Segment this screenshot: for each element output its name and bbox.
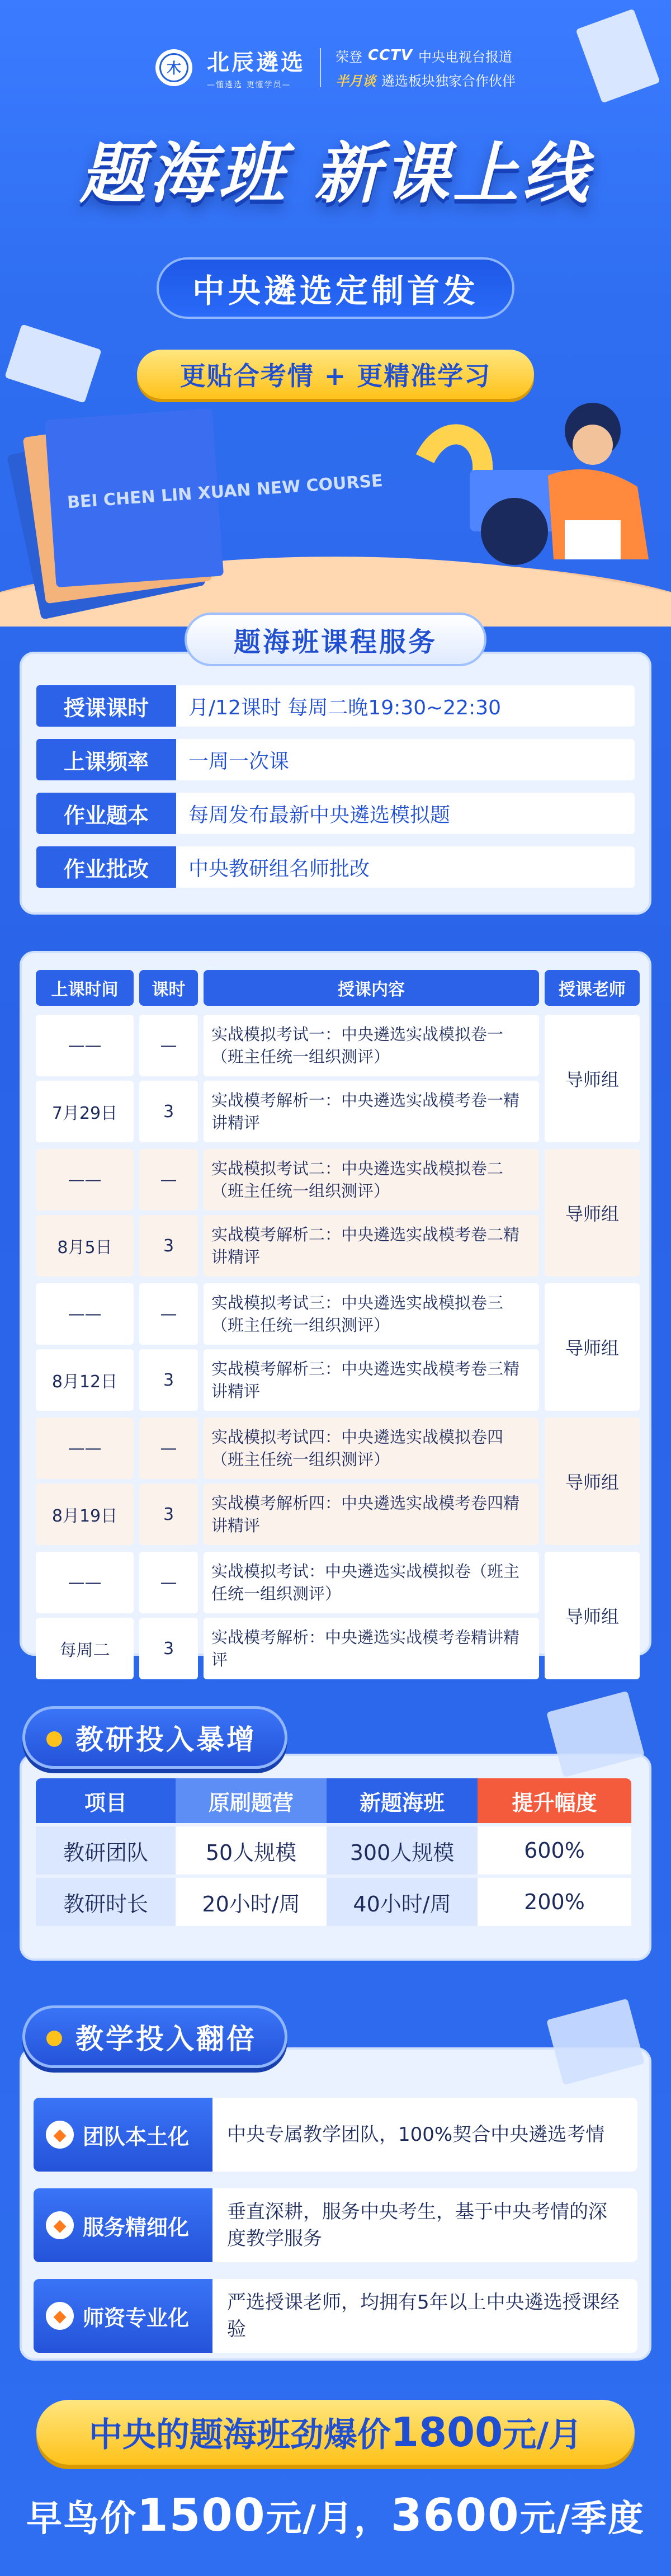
research-cell: 600% <box>478 1826 631 1875</box>
early-post: 元/季度 <box>519 2498 645 2540</box>
book-text: BEI CHEN LIN XUAN NEW COURSE <box>67 470 384 513</box>
schedule-time: 8月5日 <box>36 1215 134 1277</box>
research-cell: 40小时/周 <box>327 1878 478 1926</box>
schedule-time: 每周二 <box>36 1618 134 1679</box>
teaching-item <box>34 2279 637 2353</box>
schedule-content: 实战模拟考试三：中央遴选实战模拟卷三（班主任统一组织测评） <box>204 1283 539 1345</box>
price-pre: 中央的题海班劲爆价 <box>88 2415 391 2455</box>
schedule-teacher: 导师组 <box>545 1149 640 1277</box>
teaching-title-text: 教学投入翻倍 <box>75 2023 257 2055</box>
service-row <box>36 793 635 834</box>
schedule-hours: — <box>139 1552 198 1613</box>
honor-text: 荣登 <box>336 49 362 65</box>
schedule-table <box>20 951 651 1669</box>
research-cell: 教研时长 <box>36 1878 176 1926</box>
schedule-content: 实战模考解析：中央遴选实战模考卷精讲精评 <box>204 1618 539 1679</box>
schedule-time: —— <box>36 1283 134 1345</box>
schedule-content: 实战模考解析三：中央遴选实战模考卷三精讲精评 <box>204 1349 539 1411</box>
schedule-content: 实战模考解析二：中央遴选实战模考卷二精讲精评 <box>204 1215 539 1277</box>
schedule-time: —— <box>36 1015 134 1076</box>
schedule-content: 实战模拟考试：中央遴选实战模拟卷（班主任统一组织测评） <box>204 1552 539 1613</box>
teaching-title <box>22 2005 287 2068</box>
research-header: 原刷题营 <box>176 1778 327 1823</box>
research-cell: 20小时/周 <box>176 1878 327 1926</box>
hero-illustration <box>0 392 671 627</box>
price-amount: 1800 <box>390 2409 503 2456</box>
header <box>0 45 671 90</box>
teaching-item <box>34 2098 637 2172</box>
price-post: 元/月 <box>503 2415 583 2455</box>
schedule-time: 8月19日 <box>36 1484 134 1545</box>
service-row-value: 每周发布最新中央遴选模拟题 <box>176 793 635 834</box>
teaching-item-value: 垂直深耕，服务中央考生，基于中央考情的深度教学服务 <box>227 2201 607 2250</box>
service-title: 题海班课程服务 <box>185 613 486 666</box>
teaching-item-value: 中央专属教学团队，100%契合中央遴选考情 <box>227 2123 605 2146</box>
schedule-content: 实战模拟考试四：中央遴选实战模拟卷四（班主任统一组织测评） <box>204 1417 539 1479</box>
divider <box>320 48 321 87</box>
hero-subtitle: 中央遴选定制首发 <box>157 257 514 319</box>
table-header: 课时 <box>139 970 198 1006</box>
schedule-hours: — <box>139 1149 198 1211</box>
service-row-value: 一周一次课 <box>176 739 635 780</box>
research-cell: 300人规模 <box>327 1826 478 1875</box>
teaching-item <box>34 2188 637 2262</box>
schedule-time: —— <box>36 1552 134 1613</box>
teaching-item-key <box>34 2279 212 2353</box>
teaching-item-label: 师资专业化 <box>83 2305 190 2330</box>
schedule-hours: — <box>139 1417 198 1479</box>
hero-title: 题海班 新课上线 <box>79 135 592 212</box>
schedule-teacher: 导师组 <box>545 1283 640 1411</box>
research-cell: 50人规模 <box>176 1826 327 1875</box>
cctv-logo: CCTV <box>368 47 413 64</box>
schedule-content: 实战模考解析四：中央遴选实战模考卷四精讲精评 <box>204 1484 539 1545</box>
research-title <box>22 1706 287 1769</box>
schedule-hours: — <box>139 1283 198 1345</box>
schedule-content: 实战模拟考试一：中央遴选实战模拟卷一（班主任统一组织测评） <box>204 1015 539 1076</box>
teaching-item-label: 团队本土化 <box>83 2124 190 2149</box>
brand-slogan: —懂遴选 更懂学员— <box>207 81 291 90</box>
brand-logo: 木 <box>155 49 192 86</box>
schedule-teacher: 导师组 <box>545 1417 640 1545</box>
brand-name: 北辰遴选 <box>207 49 305 76</box>
research-title-text: 教研投入暴增 <box>75 1723 257 1756</box>
table-header: 授课内容 <box>204 970 539 1006</box>
research-header: 新题海班 <box>327 1778 478 1823</box>
schedule-content: 实战模拟考试二：中央遴选实战模拟卷二（班主任统一组织测评） <box>204 1149 539 1211</box>
schedule-hours: — <box>139 1015 198 1076</box>
early-amount-quarter: 3600 <box>391 2489 520 2541</box>
research-cell: 200% <box>478 1878 631 1926</box>
table-header: 授课老师 <box>545 970 640 1006</box>
brand-block <box>207 45 305 90</box>
teaching-item-label: 服务精细化 <box>83 2215 190 2240</box>
service-row-key: 上课频率 <box>36 739 176 780</box>
teaching-item-key <box>34 2188 212 2262</box>
early-mid: 元/月， <box>266 2498 391 2540</box>
schedule-content: 实战模考解析一：中央遴选实战模考卷一精讲精评 <box>204 1081 539 1142</box>
schedule-hours: 3 <box>139 1081 198 1142</box>
student-illustration <box>425 403 649 565</box>
research-header: 提升幅度 <box>478 1778 631 1823</box>
schedule-time: —— <box>36 1149 134 1211</box>
schedule-teacher: 导师组 <box>545 1015 640 1142</box>
partner-block <box>336 46 516 90</box>
research-card <box>20 1754 651 1961</box>
schedule-time: —— <box>36 1417 134 1479</box>
bullet-dot-icon <box>46 2031 62 2046</box>
schedule-hours: 3 <box>139 1618 198 1679</box>
service-row <box>36 685 635 727</box>
service-row-key: 授课课时 <box>36 685 176 727</box>
hero-tagline: 更贴合考情 + 更精准学习 <box>137 350 534 399</box>
service-row <box>36 739 635 780</box>
bmt-logo: 半月谈 <box>336 73 376 89</box>
table-header: 上课时间 <box>36 970 134 1006</box>
teaching-item-key <box>34 2098 212 2172</box>
teaching-item-value: 严选授课老师，均拥有5年以上中央遴选授课经验 <box>227 2291 620 2340</box>
schedule-hours: 3 <box>139 1484 198 1545</box>
early-pre: 早鸟价 <box>26 2498 137 2540</box>
diamond-icon: ◆ <box>46 2121 74 2149</box>
early-amount: 1500 <box>136 2489 266 2541</box>
service-row <box>36 846 635 888</box>
research-cell: 教研团队 <box>36 1826 176 1875</box>
cctv-text: 中央电视台报道 <box>418 49 513 65</box>
price-banner <box>36 2400 635 2465</box>
service-row-key: 作业题本 <box>36 793 176 834</box>
bullet-dot-icon <box>46 1731 62 1747</box>
diamond-icon: ◆ <box>46 2211 74 2239</box>
schedule-hours: 3 <box>139 1215 198 1277</box>
research-header: 项目 <box>36 1778 176 1823</box>
service-row-value: 中央教研组名师批改 <box>176 846 635 888</box>
schedule-hours: 3 <box>139 1349 198 1411</box>
schedule-time: 8月12日 <box>36 1349 134 1411</box>
bmt-text: 遴选板块独家合作伙伴 <box>381 73 516 89</box>
service-row-key: 作业批改 <box>36 846 176 888</box>
diamond-icon: ◆ <box>46 2302 74 2330</box>
schedule-teacher: 导师组 <box>545 1552 640 1679</box>
service-row-value: 月/12课时 每周二晚19:30~22:30 <box>176 685 635 727</box>
schedule-time: 7月29日 <box>36 1081 134 1142</box>
early-bird-price <box>0 2489 671 2541</box>
